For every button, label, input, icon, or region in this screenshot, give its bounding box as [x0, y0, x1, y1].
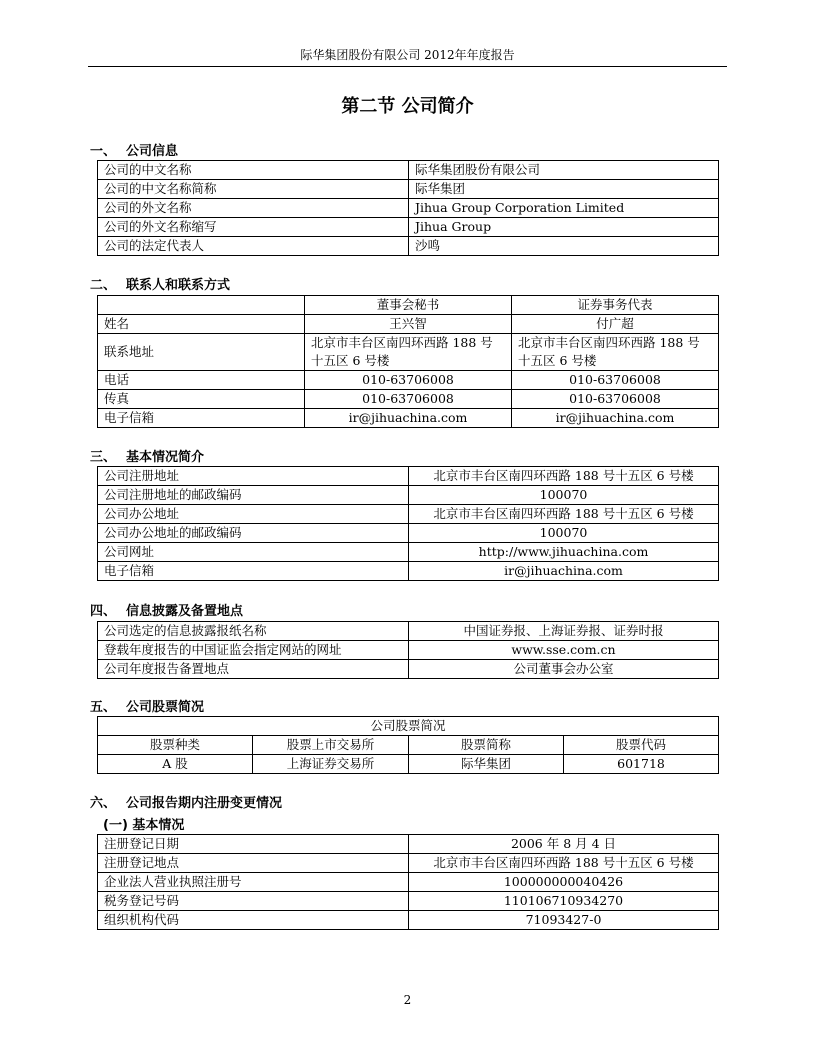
cell-label: 电子信箱: [98, 409, 305, 428]
section-1-heading: [90, 140, 178, 159]
table-row: [98, 237, 719, 256]
cell-label: 公司的中文名称: [98, 161, 409, 180]
cell-label: 企业法人营业执照注册号: [98, 873, 409, 892]
cell-value: ir@jihuachina.com: [305, 409, 512, 428]
table-row: [98, 218, 719, 237]
cell-label: 公司选定的信息披露报纸名称: [98, 622, 409, 641]
section-5-title: 公司股票简况: [126, 700, 205, 715]
cell-value: 王兴智: [305, 315, 512, 334]
cell-value: 71093427-0: [409, 911, 719, 930]
contact-table: [97, 295, 719, 428]
section-6-number: 六、: [90, 796, 117, 811]
table-row: [98, 641, 719, 660]
disclosure-table: [97, 621, 719, 679]
table-row: [98, 180, 719, 199]
cell-value: 沙鸣: [409, 237, 719, 256]
col-header: 股票代码: [564, 736, 719, 755]
cell-label: 公司的中文名称简称: [98, 180, 409, 199]
table-row: [98, 486, 719, 505]
cell-value: 110106710934270: [409, 892, 719, 911]
table-row: [98, 161, 719, 180]
cell-label: 传真: [98, 390, 305, 409]
cell-value: 010-63706008: [512, 390, 719, 409]
col-header: 证券事务代表: [512, 296, 719, 315]
cell-value: 北京市丰台区南四环西路 188 号十五区 6 号楼: [305, 334, 512, 371]
table-row: [98, 892, 719, 911]
cell-label: 公司办公地址的邮政编码: [98, 524, 409, 543]
cell-value: 601718: [564, 755, 719, 774]
cell-label: 公司年度报告备置地点: [98, 660, 409, 679]
cell-value: 际华集团: [409, 755, 564, 774]
table-row: [98, 854, 719, 873]
table-row: [98, 296, 719, 315]
col-header: 股票种类: [98, 736, 253, 755]
table-row: [98, 371, 719, 390]
registration-table: [97, 834, 719, 930]
table-row: [98, 622, 719, 641]
cell-value: ir@jihuachina.com: [409, 562, 719, 581]
cell-value: 际华集团股份有限公司: [409, 161, 719, 180]
cell-value: 2006 年 8 月 4 日: [409, 835, 719, 854]
cell-value: 公司董事会办公室: [409, 660, 719, 679]
cell-label: 税务登记号码: [98, 892, 409, 911]
cell-label: 公司注册地址: [98, 467, 409, 486]
table-row: [98, 505, 719, 524]
cell-value: Jihua Group: [409, 218, 719, 237]
cell-value: http://www.jihuachina.com: [409, 543, 719, 562]
cell-value: 100000000040426: [409, 873, 719, 892]
table-row: [98, 835, 719, 854]
section-2-heading: [90, 274, 230, 293]
col-header: 股票上市交易所: [253, 736, 409, 755]
section-3-number: 三、: [90, 450, 117, 465]
cell-value: 010-63706008: [512, 371, 719, 390]
section-1-title: 公司信息: [126, 144, 179, 159]
cell-label: 联系地址: [98, 334, 305, 371]
table-row: [98, 334, 719, 371]
cell-value: 北京市丰台区南四环西路 188 号十五区 6 号楼: [409, 467, 719, 486]
stock-table: [97, 716, 719, 774]
cell-label: 姓名: [98, 315, 305, 334]
cell-label: 电话: [98, 371, 305, 390]
section-1-number: 一、: [90, 144, 117, 159]
page-number: 2: [403, 993, 412, 1007]
section-3-heading: [90, 446, 204, 465]
table-row: [98, 543, 719, 562]
table-row: [98, 562, 719, 581]
section-2-title: 联系人和联系方式: [126, 278, 231, 293]
cell-value: 010-63706008: [305, 371, 512, 390]
cell-value: 中国证券报、上海证券报、证券时报: [409, 622, 719, 641]
cell-label: 公司网址: [98, 543, 409, 562]
section-4-title: 信息披露及备置地点: [126, 604, 244, 619]
table-row: [98, 409, 719, 428]
cell-value: www.sse.com.cn: [409, 641, 719, 660]
table-row: [98, 755, 719, 774]
cell-value: 上海证券交易所: [253, 755, 409, 774]
section-title: 第二节 公司简介: [341, 96, 474, 117]
table-title: 公司股票简况: [98, 717, 719, 736]
cell-value: 北京市丰台区南四环西路 188 号十五区 6 号楼: [409, 505, 719, 524]
table-row: [98, 911, 719, 930]
page-header: 际华集团股份有限公司 2012年年度报告: [88, 46, 727, 67]
table-row: [98, 315, 719, 334]
section-6-heading: [90, 792, 282, 811]
cell-label: 电子信箱: [98, 562, 409, 581]
section-5-heading: [90, 696, 204, 715]
section-4-heading: [90, 600, 243, 619]
subsection-heading: (一) 基本情况: [103, 818, 185, 833]
section-5-number: 五、: [90, 700, 117, 715]
company-info-table: [97, 160, 719, 256]
cell-value: 付广超: [512, 315, 719, 334]
section-6-title: 公司报告期内注册变更情况: [126, 796, 283, 811]
table-row: [98, 736, 719, 755]
cell-label: 公司的外文名称: [98, 199, 409, 218]
col-header: 董事会秘书: [305, 296, 512, 315]
section-2-number: 二、: [90, 278, 117, 293]
cell-label: 公司注册地址的邮政编码: [98, 486, 409, 505]
table-row: [98, 873, 719, 892]
basic-info-table: [97, 466, 719, 581]
cell-label: 公司的法定代表人: [98, 237, 409, 256]
cell-label: 登载年度报告的中国证监会指定网站的网址: [98, 641, 409, 660]
cell-label: 注册登记地点: [98, 854, 409, 873]
cell-value: 北京市丰台区南四环西路 188 号十五区 6 号楼: [409, 854, 719, 873]
table-row: [98, 717, 719, 736]
table-row: [98, 467, 719, 486]
cell-value: 北京市丰台区南四环西路 188 号十五区 6 号楼: [512, 334, 719, 371]
cell-value: 100070: [409, 486, 719, 505]
cell-value: 100070: [409, 524, 719, 543]
section-3-title: 基本情况简介: [126, 450, 205, 465]
col-header: 股票简称: [409, 736, 564, 755]
cell-value: Jihua Group Corporation Limited: [409, 199, 719, 218]
table-row: [98, 660, 719, 679]
cell-label: 公司办公地址: [98, 505, 409, 524]
cell-value: 际华集团: [409, 180, 719, 199]
cell-value: 010-63706008: [305, 390, 512, 409]
section-4-number: 四、: [90, 604, 117, 619]
table-row: [98, 199, 719, 218]
cell-label: 注册登记日期: [98, 835, 409, 854]
table-row: [98, 524, 719, 543]
cell-value: ir@jihuachina.com: [512, 409, 719, 428]
table-row: [98, 390, 719, 409]
cell-label: 公司的外文名称缩写: [98, 218, 409, 237]
cell-value: A 股: [98, 755, 253, 774]
cell-label: 组织机构代码: [98, 911, 409, 930]
